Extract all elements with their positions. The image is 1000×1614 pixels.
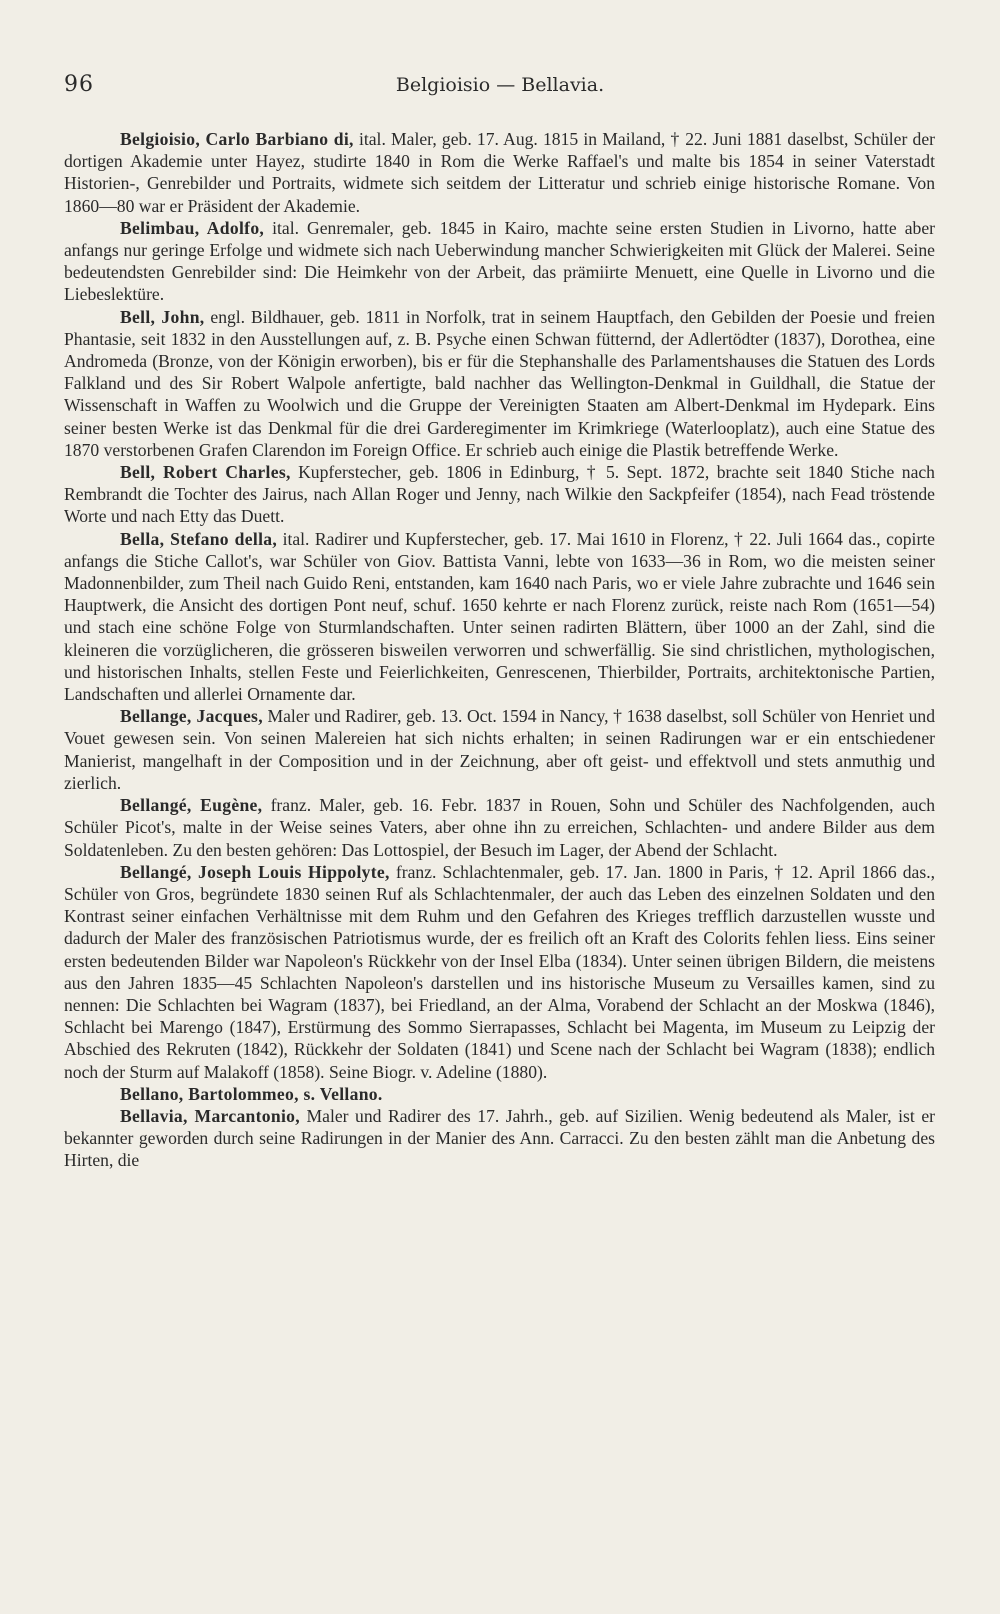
- entry-headword: Bellange, Jacques,: [120, 706, 263, 727]
- entry-bellano: [64, 1083, 935, 1105]
- entry-bellange-joseph: [64, 861, 935, 1083]
- entry-text: Kupferstecher, geb. 1806 in Edinburg, † 5. Sept. 1872, brachte seit 1840 Stiche nach Rembrandt die Tochter des Jairus, nach Allan Roger und Jenny, nach Wilkie den Sackpfeifer (1854), nach Fead tröstende Worte und nach Etty das Duett.: [64, 462, 935, 527]
- entry-headword: Bellano, Bartolommeo, s. Vellano.: [120, 1083, 383, 1104]
- running-title: Belgioisio — Bellavia.: [395, 74, 605, 96]
- entry-bellavia: [64, 1105, 935, 1172]
- entry-headword: Bell, Robert Charles,: [120, 462, 291, 483]
- entry-bellange-eugene: [64, 794, 935, 861]
- dictionary-entries: [64, 128, 935, 1172]
- entry-text: ital. Radirer und Kupferstecher, geb. 17. Mai 1610 in Florenz, † 22. Juli 1664 das., copirte anfangs die Stiche Callot's, war Schüler von Giov. Battista Vanni, lebte von 1633—36 in Rom, wo die meisten seiner Madonnenbilder, zum Theil nach Guido Reni, entstanden, kam 1640 nach Paris, wo er viele Jahre zubrachte und 1646 sein Hauptwerk, die Ansicht des dortigen Pont neuf, schuf. 1650 kehrte er nach Florenz zurück, reiste nach Rom (1651—54) und stach eine schöne Folge von Sturmlandschaften. Unter seinen radirten Blättern, über 1000 an der Zahl, sind die kleineren die vorzüglicheren, die grösseren bisweilen verworren und schwerfällig. Sie sind christlichen, mythologischen, und historischen Inhalts, stellen Feste und Feierlichkeiten, Genrescenen, Thierbilder, Portraits, architektonische Partien, Landschaften und allerlei Ornamente dar.: [64, 528, 935, 705]
- entry-headword: Bellavia, Marcantonio,: [120, 1105, 300, 1126]
- entry-headword: Bella, Stefano della,: [120, 528, 278, 549]
- entry-headword: Belimbau, Adolfo,: [120, 217, 265, 238]
- entry-headword: Bellangé, Joseph Louis Hippolyte,: [120, 861, 390, 882]
- entry-headword: Belgioisio, Carlo Barbiano di,: [120, 129, 354, 149]
- entry-bellange-jacques: [64, 705, 935, 794]
- entry-text: ital. Genremaler, geb. 1845 in Kairo, machte seine ersten Studien in Livorno, hatte aber anfangs nur geringe Erfolge und widmete sich nach Ueberwindung mancher Schwierigkeiten mit Glück der Malerei. Seine bedeutendsten Genrebilder sind: Die Heimkehr von der Arbeit, das prämiirte Menuett, eine Quelle in Livorno und die Liebeslektüre.: [64, 217, 935, 305]
- entry-text: engl. Bildhauer, geb. 1811 in Norfolk, trat in seinem Hauptfach, den Gebilden der Poesie und freien Phantasie, seit 1832 in den Ausstellungen auf, z. B. Psyche einen Schwan fütternd, der Adlertödter (1837), Dorothea, eine Andromeda (Bronze, von der Königin erworben), bis er für die Stephanshalle des Parlamentshauses die Statuen des Lords Falkland und des Sir Robert Walpole anfertigte, bald nachher das Wellington-Denkmal in Guildhall, die Statue der Wissenschaft in Waffen zu Woolwich und die Gruppe der Vereinigten Staaten am Albert-Denkmal im Hydepark. Eins seiner besten Werke ist das Denkmal für die drei Garderegimenter im Krimkriege (Waterlooplatz), auch eine Statue des 1870 verstorbenen Grafen Clarendon im Foreign Office. Er schrieb auch einige die Plastik betreffende Werke.: [64, 306, 936, 460]
- page-number: 96: [64, 72, 94, 97]
- entry-belgioisio: [64, 128, 935, 217]
- entry-text: franz. Maler, geb. 16. Febr. 1837 in Rouen, Sohn und Schüler des Nachfolgenden, auch Schüler Picot's, malte in der Weise seines Vaters, aber ohne ihn zu erreichen, Schlachten- und andere Bilder aus dem Soldatenleben. Zu den besten gehören: Das Lottospiel, der Besuch im Lager, der Abend der Schlacht.: [64, 795, 936, 860]
- entry-headword: Bellangé, Eugène,: [120, 795, 263, 816]
- entry-text: Maler und Radirer des 17. Jahrh., geb. auf Sizilien. Wenig bedeutend als Maler, ist er bekannter geworden durch seine Radirungen in der Manier des Ann. Carracci. Zu den besten zählt man die Anbetung des Hirten, die: [64, 1105, 935, 1171]
- entry-text: franz. Schlachtenmaler, geb. 17. Jan. 1800 in Paris, † 12. April 1866 das., Schüler von Gros, begründete 1830 seinen Ruf als Schlachtenmaler, der auch das Leben des einzelnen Soldaten und den Kontrast seiner einfachen Verhältnisse mit dem Ruhm und den Gefahren des Krieges trefflich darzustellen wusste und dadurch der Maler des französischen Patriotismus wurde, der es freilich oft an Kraft des Colorits fehlen liess. Eins seiner ersten bedeutenden Bilder war Napoleon's Rückkehr von der Insel Elba (1834). Unter seinen übrigen Bildern, die meistens aus den Jahren 1835—45 Schlachten Napoleon's darstellen und ins historische Museum zu Versailles kamen, sind zu nennen: Die Schlachten bei Wagram (1837), bei Friedland, an der Alma, Vorabend der Schlacht an der Moskwa (1846), Schlacht bei Marengo (1847), Erstürmung des Sommo Sierrapasses, Schlacht bei Magenta, im Museum zu Leipzig der Abschied des Rekruten (1842), Rückkehr der Soldaten (1841) und Scene nach der Schlacht bei Wagram (1838); endlich noch der Sturm auf Malakoff (1858). Seine Biogr. v. Adeline (1880).: [64, 861, 935, 1082]
- page-header: [64, 72, 936, 112]
- entry-bella-stefano: [64, 528, 935, 706]
- entry-headword: Bell, John,: [120, 306, 205, 327]
- entry-bell-john: [64, 306, 935, 461]
- entry-belimbau: [64, 217, 935, 306]
- entry-bell-robert-charles: [64, 461, 935, 528]
- entry-text: ital. Maler, geb. 17. Aug. 1815 in Mailand, † 22. Juni 1881 daselbst, Schüler der dortigen Akademie unter Hayez, studirte 1840 in Rom die Werke Raffael's und malte bis 1854 in seiner Vaterstadt Historien-, Genrebilder und Portraits, widmete sich seitdem der Litteratur und schrieb einige historische Romane. Von 1860—80 war er Präsident der Akademie.: [64, 129, 936, 216]
- entry-text: Maler und Radirer, geb. 13. Oct. 1594 in Nancy, † 1638 daselbst, soll Schüler von Henriet und Vouet gewesen sein. Von seinen Malereien hat sich nichts erhalten; in seinen Radirungen war er ein entschiedener Manierist, mangelhaft in der Composition und in der Zeichnung, aber oft geist- und effektvoll und stets anmuthig und zierlich.: [64, 706, 935, 793]
